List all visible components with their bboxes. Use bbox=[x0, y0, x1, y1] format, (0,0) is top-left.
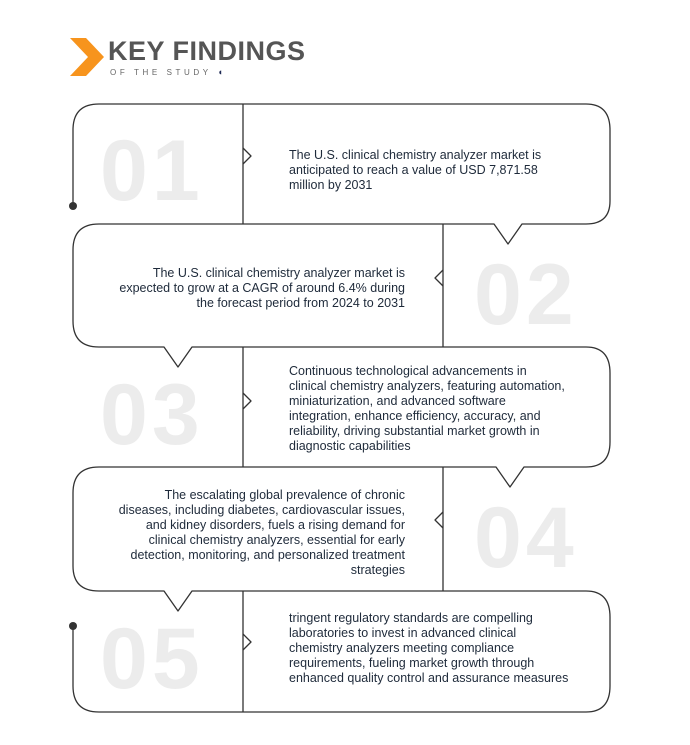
finding-number: 01 bbox=[100, 123, 204, 219]
finding-number: 02 bbox=[474, 247, 578, 343]
finding-text: The U.S. clinical chemistry analyzer market is anticipated to reach a value of USD 7,871.58 million by 2031 bbox=[289, 148, 542, 192]
finding-number: 03 bbox=[100, 367, 204, 463]
start-dot bbox=[69, 202, 77, 210]
page-subtitle: OF THE STUDY ◖ bbox=[110, 67, 223, 77]
crescent-icon: ◖ bbox=[217, 67, 223, 77]
finding-text: tringent regulatory standards are compelling laboratories to invest in advanced clinical chemistry analyzers meeting compliance requirements, fueling market growth through enhanced quality control and assurance measures bbox=[289, 611, 569, 685]
finding-number: 04 bbox=[474, 490, 578, 586]
finding-text: The escalating global prevalence of chronic diseases, including diabetes, cardiovascular issues, and kidney disorders, fuels a rising demand for clinical chemistry analyzers, essential for early detection, monitoring, and personalized treatment strategies bbox=[118, 488, 405, 577]
finding-number: 05 bbox=[100, 611, 204, 707]
finding-text: The U.S. clinical chemistry analyzer market is expected to grow at a CAGR of around 6.4% during the forecast period from 2024 to 2031 bbox=[119, 266, 405, 310]
page-title: KEY FINDINGS bbox=[108, 36, 306, 66]
end-dot bbox=[69, 622, 77, 630]
finding-text: Continuous technological advancements in clinical chemistry analyzers, featuring automation, miniaturization, and advanced software integration, enhance efficiency, accuracy, and reliability, driving substantial market growth in diagnostic capabilities bbox=[289, 364, 565, 453]
